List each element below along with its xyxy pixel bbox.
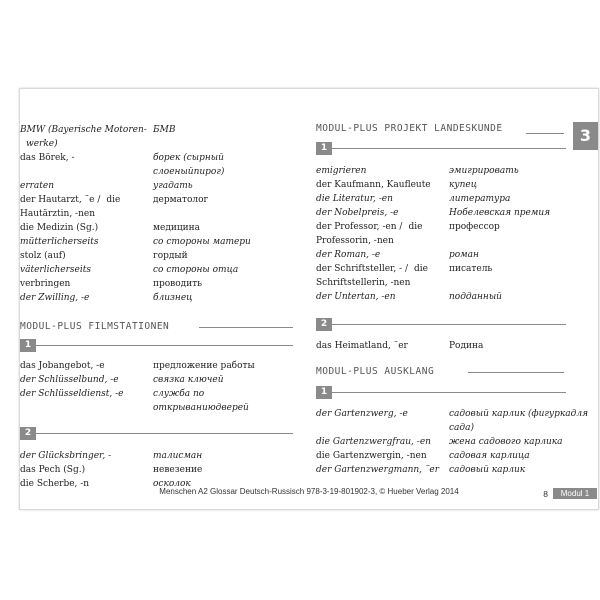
german-term-line: BMW (Bayerische Motoren-	[20, 125, 147, 135]
russian-translation-line: предложение работы	[153, 361, 255, 371]
russian-translation	[449, 339, 599, 353]
russian-translation	[449, 206, 599, 220]
russian-translation-line: БМВ	[153, 125, 176, 135]
footer-copyright: Menschen A2 Glossar Deutsch-Russisch 978-3-19-801902-3, © Hueber Verlag 2014	[159, 487, 459, 496]
glossary-page	[19, 88, 599, 510]
russian-translation	[449, 407, 599, 435]
german-term-line: der Hautarzt, ¨e /	[20, 195, 101, 205]
german-term	[20, 291, 155, 305]
glossary-entry	[316, 220, 598, 248]
russian-translation	[449, 290, 599, 304]
glossary-entry	[20, 263, 298, 277]
glossary-entry	[316, 435, 598, 449]
glossary-entry	[20, 151, 298, 179]
russian-translation-line: эмигрировать	[449, 166, 519, 176]
german-term	[20, 179, 155, 193]
german-term-line: die Literatur, -en	[316, 194, 393, 204]
russian-translation	[153, 123, 293, 137]
german-term	[20, 449, 155, 463]
glossary-entry	[20, 123, 298, 151]
glossary-entry	[316, 463, 598, 477]
glossary-entry	[20, 463, 298, 477]
subsection-header	[20, 339, 293, 352]
german-term-line: das Börek, -	[20, 153, 75, 163]
subsection-number: 1	[316, 386, 332, 399]
german-term-line: die Gartenzwergin, -nen	[316, 451, 427, 461]
german-term	[316, 290, 444, 304]
russian-translation-line: подданный	[449, 292, 502, 302]
german-term-line: verbringen	[20, 279, 71, 289]
russian-translation	[153, 463, 293, 477]
russian-translation-line: для сада)	[449, 409, 589, 433]
glossary-entry	[20, 249, 298, 263]
russian-translation-line: борек (сырный слоеный	[153, 153, 224, 177]
german-term	[20, 193, 155, 221]
german-term-line: die Medizin (Sg.)	[20, 223, 99, 233]
glossary-entry	[20, 277, 298, 291]
german-term-line: der Schlüsseldienst, -e	[20, 389, 124, 399]
german-term	[316, 220, 444, 248]
section-title-filmstationen: MODUL-PLUS FILMSTATIONEN	[20, 321, 170, 332]
glossary-entry	[316, 178, 598, 192]
russian-translation	[449, 463, 599, 477]
russian-translation-line: купец	[449, 180, 477, 190]
glossary-entry	[20, 291, 298, 305]
modul-tab: Modul 1	[553, 488, 597, 499]
german-term	[20, 235, 155, 249]
russian-translation	[449, 192, 599, 206]
german-term-line: die Gartenzwergfrau, -en	[316, 437, 431, 447]
russian-translation	[153, 235, 293, 249]
section-divider	[526, 133, 564, 134]
section-title-ausklang: MODUL-PLUS AUSKLANG	[316, 366, 435, 377]
german-term	[316, 435, 444, 449]
russian-translation-line: литература	[449, 194, 511, 204]
german-term	[316, 449, 444, 463]
german-term	[316, 339, 444, 353]
russian-translation-line: невезение	[153, 465, 203, 475]
russian-translation-line: близнец	[153, 293, 193, 303]
glossary-entry	[316, 339, 598, 353]
section-title-projekt-landeskunde: MODUL-PLUS PROJEKT LANDESKUNDE	[316, 123, 503, 134]
russian-translation	[153, 449, 293, 463]
glossary-entry	[20, 373, 298, 387]
german-term-line: erraten	[20, 181, 55, 191]
german-term	[316, 262, 444, 290]
german-term-line: die Hautärztin, -nen	[20, 195, 121, 219]
german-term	[20, 373, 155, 387]
german-term	[20, 463, 155, 477]
german-term-line: stolz (auf)	[20, 251, 66, 261]
german-term-line: das Heimatland, ¨er	[316, 341, 408, 351]
russian-translation-line: медицина	[153, 223, 201, 233]
german-term-line: väterlicherseits	[20, 265, 91, 275]
russian-translation	[153, 387, 293, 415]
russian-translation-line: связка ключей	[153, 375, 224, 385]
german-term	[20, 221, 155, 235]
german-term	[20, 151, 155, 165]
german-term	[316, 178, 444, 192]
german-term-line: mütterlicherseits	[20, 237, 99, 247]
section-divider	[199, 327, 293, 328]
german-term-line: der Professor, -en /	[316, 222, 403, 232]
russian-translation	[449, 220, 599, 234]
russian-translation-line: садовая карлица	[449, 451, 530, 461]
german-term	[20, 387, 155, 401]
german-term-line: der Zwilling, -e	[20, 293, 90, 303]
glossary-entry	[20, 193, 298, 221]
german-term-line: der Untertan, -en	[316, 292, 396, 302]
glossary-entry	[316, 449, 598, 463]
russian-translation-line: дверей	[215, 403, 249, 413]
german-term	[316, 463, 444, 477]
russian-translation-line: Нобелевская премия	[449, 208, 551, 218]
russian-translation	[153, 373, 293, 387]
german-term	[20, 359, 155, 373]
german-term-line: die Schriftstellerin, -nen	[316, 264, 428, 288]
russian-translation-line: служба по открыванию	[153, 389, 216, 413]
subsection-header	[20, 427, 293, 440]
german-term-line: der Schlüsselbund, -e	[20, 375, 119, 385]
glossary-entry	[316, 290, 598, 304]
russian-translation	[449, 262, 599, 276]
russian-translation	[153, 277, 293, 291]
russian-translation	[153, 359, 293, 373]
glossary-entry	[316, 262, 598, 290]
russian-translation-line: талисман	[153, 451, 203, 461]
russian-translation	[449, 435, 599, 449]
russian-translation-line: гордый	[153, 251, 188, 261]
german-term-line: der Gartenzwergmann, ¨er	[316, 465, 440, 475]
russian-translation	[153, 249, 293, 263]
glossary-entry	[316, 164, 598, 178]
glossary-entry	[316, 192, 598, 206]
german-term-line: die Professorin, -nen	[316, 222, 423, 246]
russian-translation-line: проводить	[153, 279, 203, 289]
german-term	[316, 206, 444, 220]
subsection-rule	[36, 345, 293, 346]
german-term-line: der Kaufmann, Kaufleute	[316, 180, 431, 190]
german-term	[20, 123, 155, 151]
russian-translation-line: профессор	[449, 222, 500, 232]
russian-translation	[153, 291, 293, 305]
russian-translation-line: со стороны матери	[153, 237, 251, 247]
german-term-line: der Glücksbringer, -	[20, 451, 112, 461]
russian-translation	[153, 179, 293, 193]
russian-translation-line: жена садового карлика	[449, 437, 563, 447]
subsection-header	[316, 318, 566, 331]
russian-translation	[153, 151, 293, 179]
subsection-rule	[36, 433, 293, 434]
russian-translation-line: писатель	[449, 264, 493, 274]
german-term-line: emigrieren	[316, 166, 367, 176]
subsection-header	[316, 386, 566, 399]
german-term	[316, 248, 444, 262]
russian-translation	[449, 164, 599, 178]
german-term	[316, 164, 444, 178]
chapter-tab: 3	[573, 122, 598, 150]
german-term-line: der Nobelpreis, -e	[316, 208, 399, 218]
subsection-number: 2	[316, 318, 332, 331]
section-divider	[468, 372, 564, 373]
subsection-number: 1	[20, 339, 36, 352]
german-term	[316, 407, 444, 421]
russian-translation-line: садовый карлик	[449, 465, 526, 475]
german-term	[20, 263, 155, 277]
russian-translation	[449, 178, 599, 192]
german-term-line: der Roman, -e	[316, 250, 381, 260]
russian-translation	[449, 248, 599, 262]
german-term	[316, 192, 444, 206]
glossary-entry	[20, 449, 298, 463]
russian-translation-line: угадать	[153, 181, 193, 191]
russian-translation-line: осколок	[153, 479, 191, 489]
german-term-line: das Pech (Sg.)	[20, 465, 86, 475]
glossary-entry	[316, 206, 598, 220]
glossary-entry	[20, 359, 298, 373]
german-term-line: der Gartenzwerg, -e	[316, 409, 408, 419]
subsection-number: 1	[316, 142, 332, 155]
glossary-entry	[20, 387, 298, 415]
german-term	[20, 249, 155, 263]
russian-translation	[153, 221, 293, 235]
russian-translation-line: Родина	[449, 341, 484, 351]
russian-translation-line: садовый карлик (фигурка	[449, 409, 571, 419]
subsection-header	[316, 142, 566, 155]
russian-translation-line: роман	[449, 250, 479, 260]
subsection-rule	[332, 324, 566, 325]
russian-translation-line: дерматолог	[153, 195, 209, 205]
glossary-entry	[316, 407, 598, 435]
german-term-line: werke)	[26, 139, 58, 149]
subsection-rule	[332, 148, 566, 149]
glossary-entry	[20, 235, 298, 249]
german-term-line: die Scherbe, -n	[20, 479, 90, 489]
subsection-rule	[332, 392, 566, 393]
german-term-line: der Schriftsteller, - /	[316, 264, 408, 274]
glossary-entry	[316, 248, 598, 262]
german-term	[20, 277, 155, 291]
russian-translation-line: пирог)	[193, 167, 225, 177]
russian-translation-line: со стороны отца	[153, 265, 239, 275]
german-term-line: das Jobangebot, -e	[20, 361, 105, 371]
page-number: 8	[543, 489, 548, 499]
glossary-entry	[20, 179, 298, 193]
russian-translation	[153, 263, 293, 277]
subsection-number: 2	[20, 427, 36, 440]
glossary-entry	[20, 221, 298, 235]
russian-translation	[153, 193, 293, 207]
russian-translation	[449, 449, 599, 463]
